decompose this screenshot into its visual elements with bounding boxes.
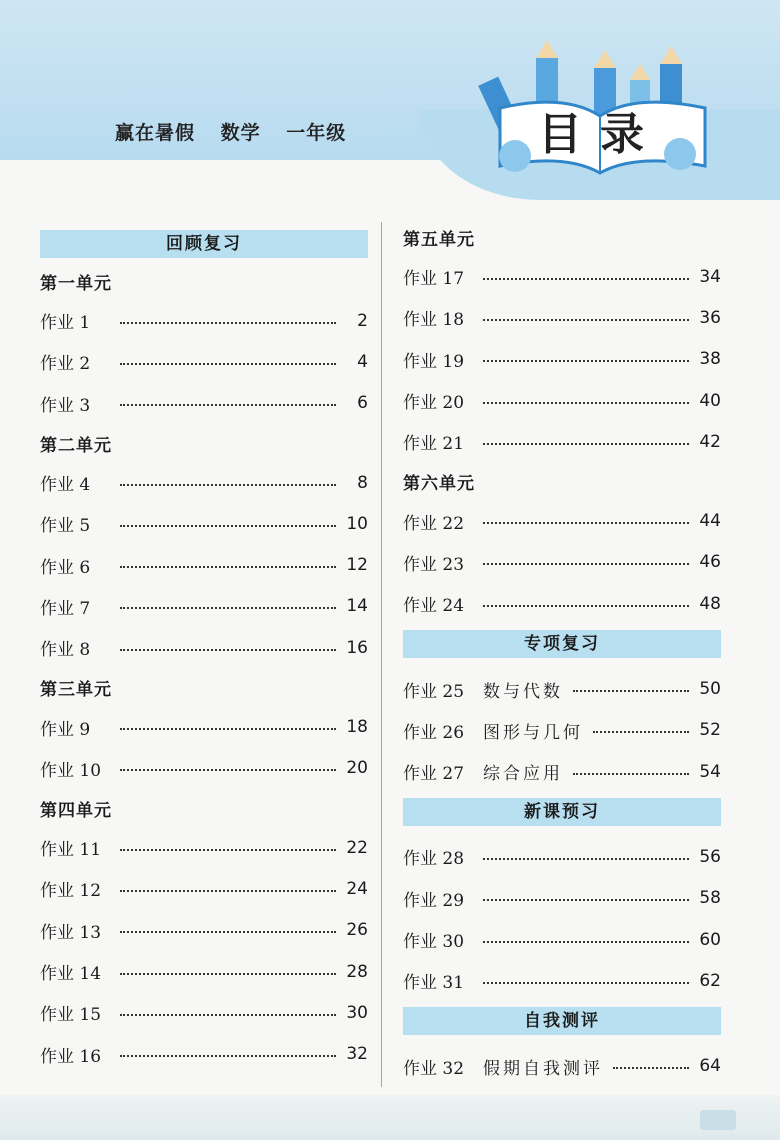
column-divider	[381, 222, 382, 1087]
toc-entry[interactable]	[403, 421, 721, 462]
entry-label: 作业 28	[403, 849, 465, 870]
page-number: 44	[699, 511, 721, 532]
leader-dots	[120, 849, 336, 851]
leader-dots	[120, 769, 336, 771]
entry-label: 作业 25	[403, 681, 465, 702]
page-number: 40	[699, 390, 721, 411]
page-number: 46	[699, 552, 721, 573]
entry-label: 作业 1	[40, 313, 91, 334]
series-name: 赢在暑假	[115, 122, 196, 144]
toc-entry[interactable]	[40, 383, 368, 424]
entry-label: 作业 23	[403, 554, 465, 575]
page-number: 50	[699, 679, 721, 700]
entry-label: 作业 31	[403, 973, 465, 994]
leader-dots	[483, 563, 689, 565]
entry-topic: 图形与几何	[483, 722, 583, 743]
page-number: 54	[699, 761, 721, 782]
entry-label: 作业 22	[403, 513, 465, 534]
page-number: 30	[346, 1002, 368, 1023]
toc-entry[interactable]	[403, 1045, 721, 1086]
section-banner-preview: 新课预习	[403, 798, 721, 826]
entry-label: 作业 3	[40, 395, 91, 416]
entry-label: 作业 17	[403, 269, 465, 290]
toc-entry[interactable]	[40, 827, 368, 868]
right-column	[403, 224, 721, 1128]
leader-dots	[120, 566, 336, 568]
entry-label: 作业 20	[403, 393, 465, 414]
entry-label: 作业 27	[403, 764, 465, 785]
page-number: 18	[346, 717, 368, 738]
toc-entry[interactable]	[40, 586, 368, 627]
section-banner-special: 专项复习	[403, 630, 721, 658]
page-number: 58	[699, 888, 721, 909]
toc-entry[interactable]	[40, 544, 368, 585]
entry-label: 作业 26	[403, 722, 465, 743]
page-number: 34	[699, 266, 721, 287]
page-number: 64	[699, 1056, 721, 1077]
section-banner-selftest: 自我测评	[403, 1007, 721, 1035]
entry-label: 作业 4	[40, 475, 91, 496]
leader-dots	[483, 982, 689, 984]
toc-entry[interactable]	[403, 836, 721, 877]
entry-label: 作业 7	[40, 598, 91, 619]
entry-label: 作业 13	[40, 922, 102, 943]
page-number: 60	[699, 929, 721, 950]
page-number: 32	[346, 1044, 368, 1065]
grade-name: 一年级	[286, 122, 347, 144]
toc-entry[interactable]	[40, 951, 368, 992]
leader-dots	[483, 605, 689, 607]
entry-label: 作业 32	[403, 1058, 465, 1079]
leader-dots	[120, 607, 336, 609]
toc-entry[interactable]	[403, 960, 721, 1001]
book-subtitle	[115, 118, 364, 145]
footer-band	[0, 1095, 780, 1140]
entry-label: 作业 21	[403, 434, 465, 455]
entry-label: 作业 29	[403, 890, 465, 911]
entry-label: 作业 30	[403, 932, 465, 952]
entry-topic: 数与代数	[483, 681, 563, 702]
toc-entry[interactable]	[403, 668, 721, 709]
section-banner-review: 回顾复习	[40, 230, 368, 258]
page-number: 14	[346, 596, 368, 617]
leader-dots	[613, 1067, 689, 1069]
leader-dots	[483, 899, 689, 901]
leader-dots	[120, 728, 336, 730]
toc-entry[interactable]	[40, 341, 368, 382]
entry-label: 作业 14	[40, 964, 102, 984]
leader-dots	[120, 363, 336, 365]
leader-dots	[120, 484, 336, 486]
leader-dots	[483, 443, 689, 445]
unit-heading: 第二单元	[40, 435, 112, 456]
page-number: 38	[699, 349, 721, 370]
entry-topic: 综合应用	[483, 764, 563, 785]
page-corner-tab	[700, 1110, 736, 1130]
page-number: 62	[699, 970, 721, 991]
page-number: 16	[346, 637, 368, 658]
unit-heading: 第一单元	[40, 274, 112, 294]
subject-name: 数学	[220, 122, 261, 144]
page-number: 12	[346, 555, 368, 576]
leader-dots	[483, 402, 689, 404]
entry-label: 作业 18	[403, 310, 465, 331]
entry-label: 作业 24	[403, 596, 465, 617]
leader-dots	[120, 1014, 336, 1016]
page-number: 48	[699, 593, 721, 614]
entry-label: 作业 15	[40, 1005, 102, 1026]
page-number: 28	[346, 961, 368, 982]
unit-heading: 第四单元	[40, 800, 112, 821]
entry-label: 作业 10	[40, 760, 102, 781]
leader-dots	[120, 525, 336, 527]
unit-heading: 第三单元	[40, 680, 112, 701]
leader-dots	[120, 1055, 336, 1057]
entry-label: 作业 5	[40, 516, 91, 537]
toc-entry[interactable]	[403, 583, 721, 624]
left-column	[40, 224, 368, 1075]
page-number: 56	[699, 846, 721, 867]
leader-dots	[120, 890, 336, 892]
leader-dots	[120, 973, 336, 975]
leader-dots	[483, 360, 689, 362]
entry-label: 作业 9	[40, 719, 91, 740]
page-number: 36	[699, 307, 721, 328]
entry-label: 作业 8	[40, 640, 91, 661]
entry-label: 作业 11	[40, 840, 102, 861]
page-number: 20	[346, 758, 368, 779]
entry-label: 作业 2	[40, 354, 91, 375]
toc-entry[interactable]	[40, 992, 368, 1033]
leader-dots	[120, 404, 336, 406]
toc-entry[interactable]	[403, 919, 721, 960]
page-number: 6	[357, 393, 368, 414]
leader-dots	[483, 858, 689, 860]
toc-entry[interactable]	[40, 300, 368, 341]
toc-entry[interactable]	[403, 542, 721, 583]
toc-entry[interactable]	[40, 868, 368, 909]
toc-entry[interactable]	[403, 297, 721, 338]
leader-dots	[483, 278, 689, 280]
unit-heading: 第五单元	[403, 230, 475, 250]
page-number: 26	[346, 920, 368, 941]
page-number: 52	[699, 720, 721, 741]
toc-entry[interactable]	[40, 748, 368, 789]
entry-label: 作业 6	[40, 557, 91, 578]
leader-dots	[483, 319, 689, 321]
page-number: 8	[357, 472, 368, 493]
toc-entry[interactable]	[40, 910, 368, 951]
entry-topic: 假期自我测评	[483, 1058, 603, 1079]
leader-dots	[483, 941, 689, 943]
toc-entry[interactable]	[403, 751, 721, 792]
tree-icon	[499, 140, 531, 172]
toc-entry[interactable]	[403, 500, 721, 541]
toc-entry[interactable]	[40, 1033, 368, 1074]
toc-entry[interactable]	[40, 503, 368, 544]
toc-entry[interactable]	[40, 462, 368, 503]
page-number: 24	[346, 878, 368, 899]
unit-heading: 第六单元	[403, 474, 475, 495]
leader-dots	[120, 322, 336, 324]
leader-dots	[573, 773, 689, 775]
page-title: 目录	[538, 109, 662, 160]
toc-entry[interactable]	[403, 339, 721, 380]
leader-dots	[120, 931, 336, 933]
leader-dots	[573, 690, 689, 692]
page-number: 4	[357, 351, 368, 372]
leader-dots	[483, 522, 689, 524]
toc-entry[interactable]	[403, 710, 721, 751]
entry-label: 作业 12	[40, 881, 102, 902]
leader-dots	[120, 649, 336, 651]
page-number: 2	[357, 310, 368, 331]
leader-dots	[593, 731, 689, 733]
toc-entry[interactable]	[403, 380, 721, 421]
page-number: 42	[699, 431, 721, 452]
toc-entry[interactable]	[403, 256, 721, 297]
page-number: 22	[346, 837, 368, 858]
toc-entry[interactable]	[40, 627, 368, 668]
page-number: 10	[346, 513, 368, 534]
entry-label: 作业 16	[40, 1046, 102, 1067]
toc-entry[interactable]	[40, 706, 368, 747]
toc-entry[interactable]	[403, 878, 721, 919]
entry-label: 作业 19	[403, 351, 465, 372]
